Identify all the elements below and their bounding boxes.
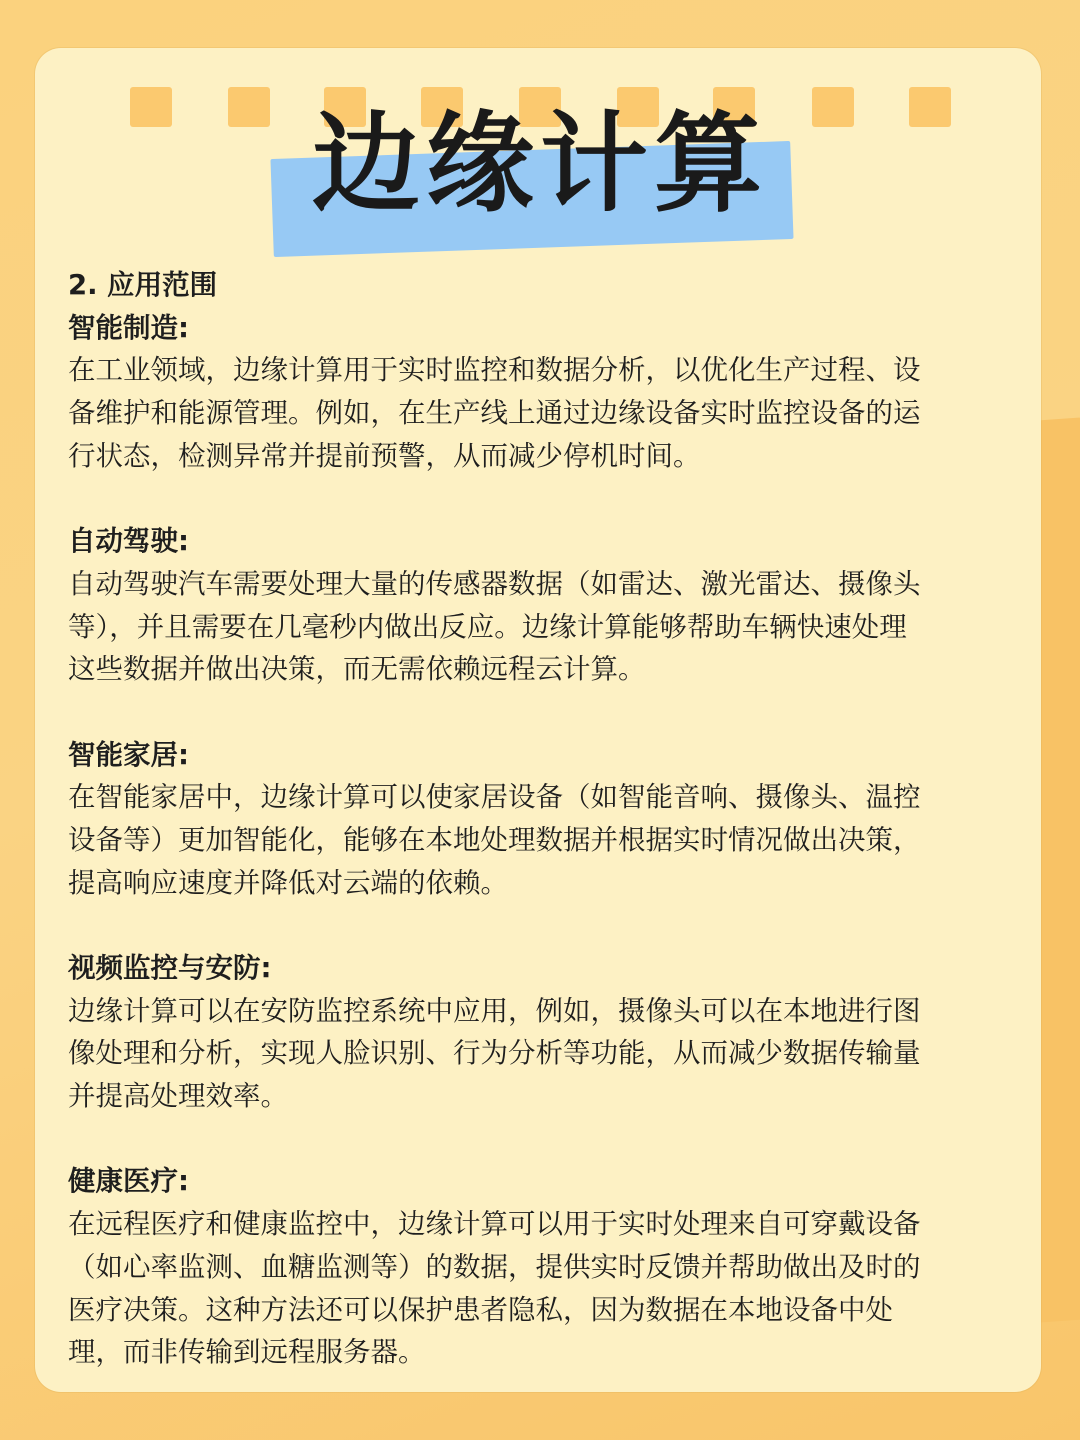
paragraph-line: 等），并且需要在几毫秒内做出反应。边缘计算能够帮助车辆快速处理 [68, 610, 907, 643]
topic-heading: 自动驾驶: [68, 525, 189, 558]
paragraph-spacer [68, 477, 1018, 520]
paragraph-line: （如心率监测、血糖监测等）的数据，提供实时反馈并帮助做出及时的 [68, 1250, 921, 1283]
page-title: 边缘计算 [311, 102, 768, 227]
paragraph-spacer [68, 904, 1018, 947]
paragraph-line: 理，而非传输到远程服务器。 [68, 1336, 426, 1369]
paragraph-line: 自动驾驶汽车需要处理大量的传感器数据（如雷达、激光雷达、摄像头 [68, 567, 921, 600]
topic-heading: 智能制造: [68, 311, 189, 344]
paragraph-spacer [68, 1118, 1018, 1161]
paragraph-line: 提高响应速度并降低对云端的依赖。 [68, 866, 508, 899]
paragraph-line: 行状态，检测异常并提前预警，从而减少停机时间。 [68, 439, 701, 472]
topic-heading: 视频监控与安防: [68, 952, 272, 984]
paragraph-line: 备维护和能源管理。例如，在生产线上通过边缘设备实时监控设备的运 [68, 397, 921, 430]
paragraph-line: 这些数据并做出决策，而无需依赖远程云计算。 [68, 653, 646, 686]
section-heading: 2. 应用范围 [68, 269, 218, 301]
paragraph-line: 设备等）更加智能化，能够在本地处理数据并根据实时情况做出决策， [68, 823, 921, 856]
paragraph-line: 并提高处理效率。 [68, 1080, 288, 1113]
paragraph-line: 在远程医疗和健康监控中，边缘计算可以用于实时处理来自可穿戴设备 [68, 1208, 921, 1241]
paragraph-line: 医疗决策。这种方法还可以保护患者隐私，因为数据在本地设备中处 [68, 1293, 893, 1326]
paragraph-line: 在工业领域，边缘计算用于实时监控和数据分析，以优化生产过程、设 [68, 354, 921, 387]
paragraph-line: 在智能家居中，边缘计算可以使家居设备（如智能音响、摄像头、温控 [68, 781, 921, 814]
topic-heading: 健康医疗: [68, 1165, 189, 1198]
article-content [68, 264, 1018, 1374]
paragraph-line: 像处理和分析，实现人脸识别、行为分析等功能，从而减少数据传输量 [68, 1037, 921, 1070]
paragraph-line: 边缘计算可以在安防监控系统中应用，例如，摄像头可以在本地进行图 [68, 994, 921, 1027]
paragraph-spacer [68, 691, 1018, 734]
topic-heading: 智能家居: [68, 738, 189, 771]
